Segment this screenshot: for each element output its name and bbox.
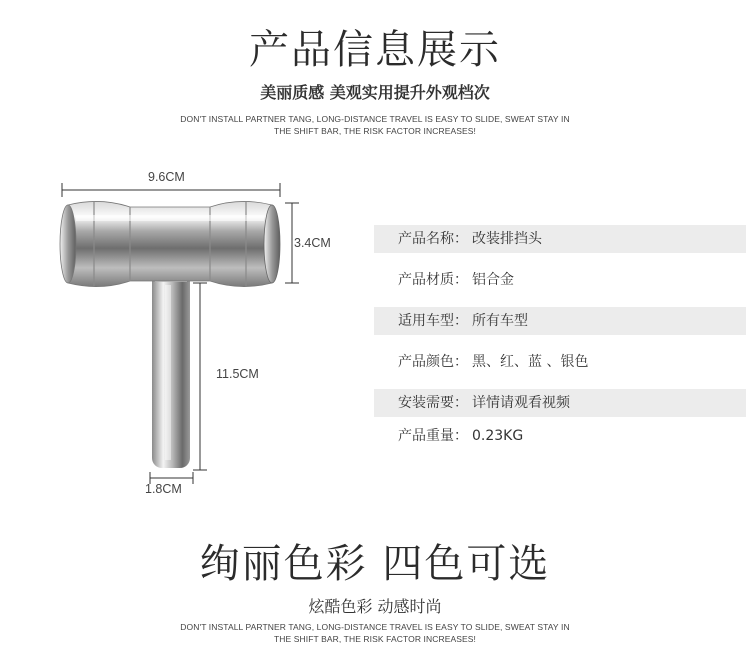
width-dimension-line	[62, 183, 280, 197]
spec-value: 0.23KG	[472, 428, 524, 444]
spec-row-color	[374, 348, 746, 376]
knob-head	[60, 201, 280, 286]
spec-value: 黑、红、蓝 、银色	[472, 354, 589, 370]
spec-value: 详情请观看视频	[472, 395, 570, 411]
width-label: 9.6CM	[148, 170, 185, 184]
page-subtitle: 美丽质感 美观实用提升外观档次	[260, 83, 490, 102]
spec-label: 适用车型：	[398, 313, 468, 329]
page-title: 产品信息展示	[249, 27, 501, 73]
spec-label: 产品名称：	[398, 231, 468, 247]
spec-label: 产品重量：	[398, 428, 468, 444]
spec-value: 铝合金	[472, 272, 514, 288]
spec-row-install	[374, 389, 746, 417]
footer-title: 绚丽色彩 四色可选	[199, 541, 551, 587]
spec-label: 安装需要：	[398, 395, 468, 411]
shaft-diameter-label: 1.8CM	[145, 482, 182, 496]
spec-value: 改装排挡头	[472, 231, 542, 247]
footer-tagline	[150, 621, 600, 645]
spec-value: 所有车型	[472, 313, 528, 329]
spec-label: 产品颜色：	[398, 354, 468, 370]
spec-row-name	[374, 225, 746, 253]
footer-subtitle: 炫酷色彩 动感时尚	[308, 597, 442, 616]
spec-label: 产品材质：	[398, 272, 468, 288]
spec-row-material	[374, 266, 746, 294]
footer-tagline-line1: DON'T INSTALL PARTNER TANG, LONG-DISTANCE TRAVEL IS EASY TO SLIDE, SWEAT STAY IN	[180, 622, 570, 632]
product-illustration	[40, 160, 370, 505]
header-tagline-line1: DON'T INSTALL PARTNER TANG, LONG-DISTANCE TRAVEL IS EASY TO SLIDE, SWEAT STAY IN	[180, 114, 570, 124]
head-height-label: 3.4CM	[294, 236, 331, 250]
shaft-length-label: 11.5CM	[216, 367, 259, 381]
spec-row-weight	[374, 422, 746, 450]
spec-row-vehicle	[374, 307, 746, 335]
header-tagline-line2: THE SHIFT BAR, THE RISK FACTOR INCREASES!	[274, 126, 476, 136]
knob-shaft	[152, 270, 190, 468]
shaft-length-dimension-line	[193, 283, 207, 470]
footer-tagline-line2: THE SHIFT BAR, THE RISK FACTOR INCREASES!	[274, 634, 476, 644]
header-tagline	[150, 113, 600, 137]
